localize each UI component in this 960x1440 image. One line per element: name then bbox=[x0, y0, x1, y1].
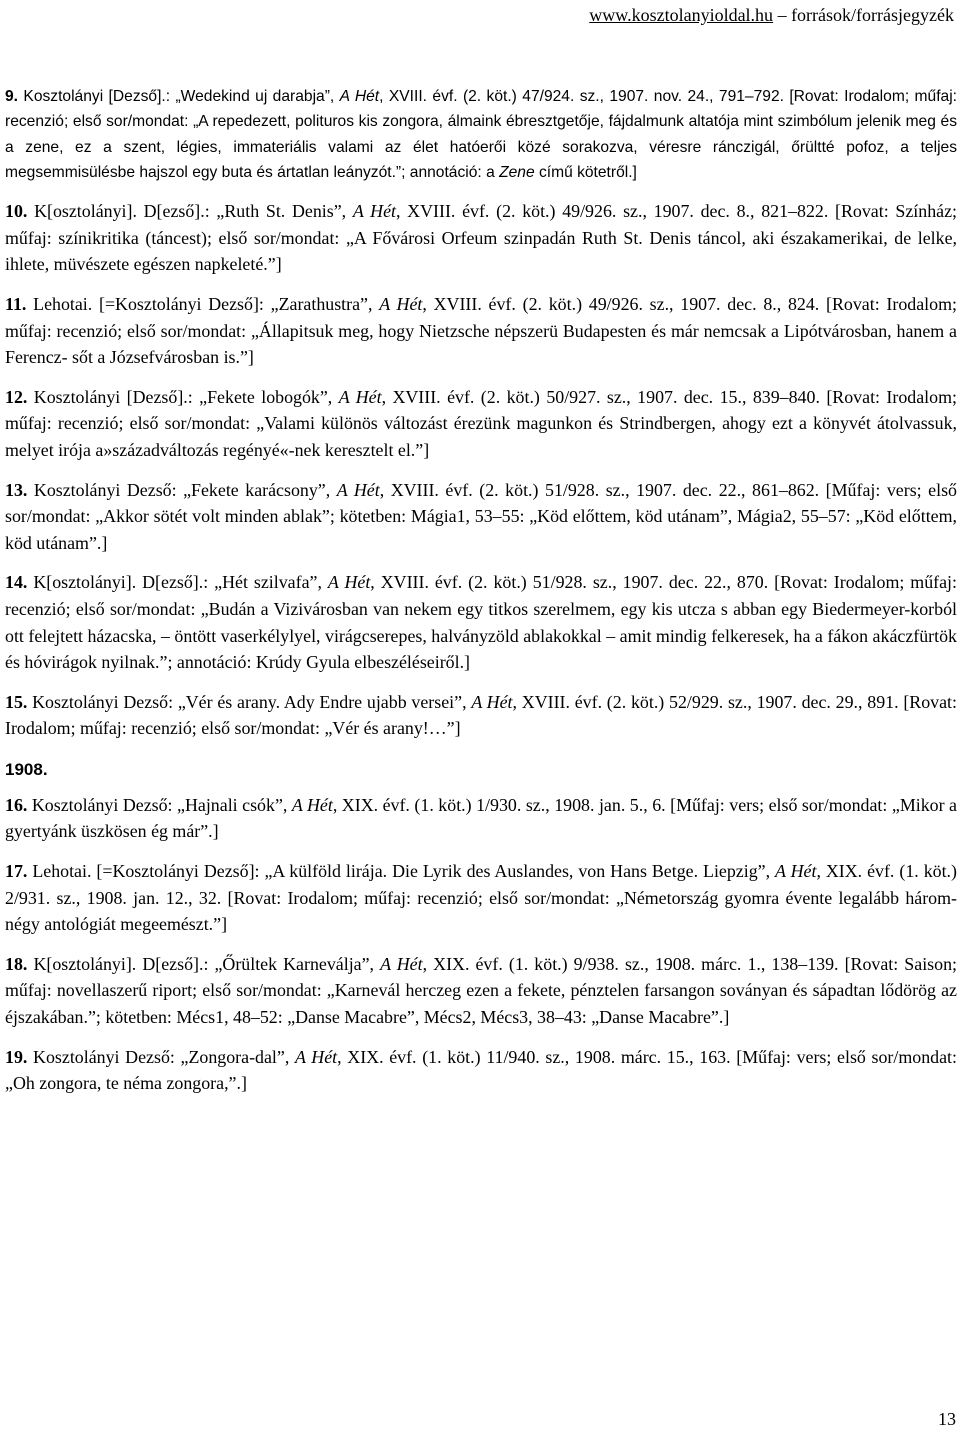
entry-number: 9. bbox=[5, 88, 19, 105]
entry-number: 13. bbox=[5, 479, 28, 500]
bibliography-entry bbox=[5, 1044, 957, 1097]
entry-text: , XVIII. évf. (2. köt.) 52/929. sz., 1907. dec. 29., 891. [Rovat: Irodalom; műfaj: recenzió; első sor/mondat: „Vér és arany!…”] bbox=[5, 691, 957, 739]
site-link[interactable]: www.kosztolanyioldal.hu bbox=[589, 5, 774, 25]
entry-number: 16. bbox=[5, 794, 28, 815]
journal-title: A Hét bbox=[775, 861, 817, 882]
entry-text: Lehotai. [=Kosztolányi Dezső]: „Zarathustra”, bbox=[26, 293, 380, 314]
bibliography-list bbox=[5, 84, 957, 1110]
bibliography-entry bbox=[5, 689, 957, 742]
bibliography-entry bbox=[5, 858, 957, 938]
journal-title: A Hét bbox=[336, 479, 380, 500]
journal-title: A Hét bbox=[471, 691, 513, 712]
entry-number: 15. bbox=[5, 691, 28, 712]
entry-number: 14. bbox=[5, 572, 28, 593]
bibliography-entry bbox=[5, 384, 957, 464]
entry-text: , XVIII. évf. (2. köt.) 49/926. sz., 1907. dec. 8., 821–822. [Rovat: Színház; műfaj: színikritika (táncest); első sor/mondat: „A Fővárosi Orfeum szinpadán Ruth St. Denis táncol, aki északamerikai, de lelke, ihlete, müvészete egészen napkeleté.”] bbox=[5, 201, 957, 275]
entry-text: K[osztolányi]. D[ezső].: „Őrültek Karneválja”, bbox=[27, 953, 381, 974]
entry-text: , XVIII. évf. (2. köt.) 50/927. sz., 1907. dec. 15., 839–840. [Rovat: Irodalom; műfaj: recenzió; első sor/mondat: „Valami különös változást érezünk magunkon és Strindbergen, ahogy ezt a könyvét átolvassuk, melyet irója a»századváltozás regényé«-nek keresztelt el.”] bbox=[5, 386, 957, 460]
entry-text: Kosztolányi [Dezső].: „Wedekind uj darabja”, bbox=[18, 88, 340, 105]
entry-text: K[osztolányi]. D[ezső].: „Hét szilvafa”, bbox=[27, 572, 328, 593]
entry-text: , XVIII. évf. (2. köt.) 49/926. sz., 1907. dec. 8., 824. [Rovat: Irodalom; műfaj: recenzió; első sor/mondat: „Állapitsuk meg, hogy Nietzsche népszerü Budapesten és már nemcsak a Lipótvárosban, hanem a Ferencz- sőt a Józsefvárosban is.”] bbox=[5, 293, 957, 368]
entry-text: , XIX. évf. (1. köt.) 11/940. sz., 1908. márc. 15., 163. [Műfaj: vers; első sor/mondat: „Oh zongora, te néma zongora,”.] bbox=[5, 1046, 957, 1094]
journal-title: A Hét bbox=[295, 1046, 338, 1067]
journal-title: A Hét bbox=[338, 386, 382, 407]
entry-text: , XVIII. évf. (2. köt.) 51/928. sz., 1907. dec. 22., 870. [Rovat: Irodalom; műfaj: recenzió; első sor/mondat: „Budán a Vizivárosban van nekem egy titkos szerelmem, egy kis utcza s abban egy Biedermeyer-korból ott felejtett házacska, – öntött vaserkélylyel, virágcserepes, halványzöld ablakokkal – amit mindig felkeresek, ha a fákon akáczfürtök és hóvirágok nyilnak.”; annotáció: Krúdy Gyula elbeszéléseiről.] bbox=[5, 572, 957, 673]
entry-number: 12. bbox=[5, 386, 28, 407]
entry-text: Kosztolányi Dezső: „Hajnali csók”, bbox=[27, 794, 292, 815]
journal-title: A Hét bbox=[339, 88, 380, 105]
bibliography-entry bbox=[5, 291, 957, 371]
entry-text: Kosztolányi Dezső: „Vér és arany. Ady Endre ujabb versei”, bbox=[27, 691, 472, 712]
bibliography-entry bbox=[5, 951, 957, 1031]
journal-title: A Hét bbox=[379, 293, 423, 314]
entry-text: , XIX. évf. (1. köt.) 1/930. sz., 1908. jan. 5., 6. [Műfaj: vers; első sor/mondat: „Mikor a gyertyánk üszkösen ég már”.] bbox=[5, 794, 957, 842]
entry-text: Lehotai. [=Kosztolányi Dezső]: „A külföld lirája. Die Lyrik des Auslandes, von Hans Betge. Liepzig”, bbox=[27, 861, 776, 882]
bibliography-entry bbox=[5, 198, 957, 278]
header-section: – források/forrásjegyzék bbox=[773, 5, 954, 25]
entry-text: Kosztolányi Dezső: „Fekete karácsony”, bbox=[27, 479, 337, 500]
journal-title: A Hét bbox=[380, 953, 423, 974]
bibliography-entry bbox=[5, 792, 957, 845]
entry-text: , XVIII. évf. (2. köt.) 51/928. sz., 1907. dec. 22., 861–862. [Műfaj: vers; első sor/mondat: „Akkor sötét volt minden ablak”; kötetben: Mágia1, 53–55: „Köd előttem, köd utánam”, Mágia2, 55–57: „Köd előttem, köd utánam”.] bbox=[5, 479, 957, 553]
bibliography-entry bbox=[5, 84, 957, 185]
entry-number: 11. bbox=[5, 293, 27, 314]
entry-number: 10. bbox=[5, 201, 28, 222]
entry-number: 19. bbox=[5, 1046, 28, 1067]
entry-text: Kosztolányi [Dezső].: „Fekete lobogók”, bbox=[27, 386, 339, 407]
entry-text: , XVIII. évf. (2. köt.) 47/924. sz., 1907. nov. 24., 791–792. [Rovat: Irodalom; műfaj: recenzió; első sor/mondat: „A repedezett, polituros kis zongora, álmaink ébresztgetője, fájdalmunk altatója mint szimbólum jelenik meg és a zene, ez a szent, légies, immateriális valami az élet hatóerői közé sorakozva, véresre ránczigál, őrültté pofoz, a teljes megsemmisülésbe hajszol egy buta és ártatlan leányzót.”; annotáció: a bbox=[5, 88, 958, 181]
entry-text: K[osztolányi]. D[ezső].: „Ruth St. Denis”, bbox=[27, 201, 353, 222]
bibliography-entry bbox=[5, 569, 957, 675]
entry-text: , XIX. évf. (1. köt.) 9/938. sz., 1908. márc. 1., 138–139. [Rovat: Saison; műfaj: novellaszerű riport; első sor/mondat: „Karnevál herczeg ezen a fekete, pénztelen farsangon soványan és sápadtan lődörög az éjszakában.”; kötetben: Mécs1, 48–52: „Danse Macabre”, Mécs2, Mécs3, 38–43: „Danse Macabre”.] bbox=[5, 953, 957, 1028]
journal-title: Zene bbox=[499, 163, 535, 181]
journal-title: A Hét bbox=[291, 794, 333, 815]
entry-text: Kosztolányi Dezső: „Zongora-dal”, bbox=[27, 1046, 295, 1067]
page-number: 13 bbox=[938, 1409, 956, 1429]
entry-text: , XIX. évf. (1. köt.) 2/931. sz., 1908. jan. 12., 32. [Rovat: Irodalom; műfaj: recenzió; első sor/mondat: „Németország gyomra évente legalább három-négy antológiát megeemészt.”] bbox=[5, 861, 957, 935]
entry-text: című kötetről.] bbox=[534, 163, 637, 181]
page-header bbox=[589, 4, 954, 26]
year-heading: 1908. bbox=[5, 759, 48, 779]
entry-number: 18. bbox=[5, 953, 28, 974]
journal-title: A Hét bbox=[327, 572, 371, 593]
entry-number: 17. bbox=[5, 861, 28, 882]
journal-title: A Hét bbox=[352, 201, 396, 222]
bibliography-entry bbox=[5, 477, 957, 557]
